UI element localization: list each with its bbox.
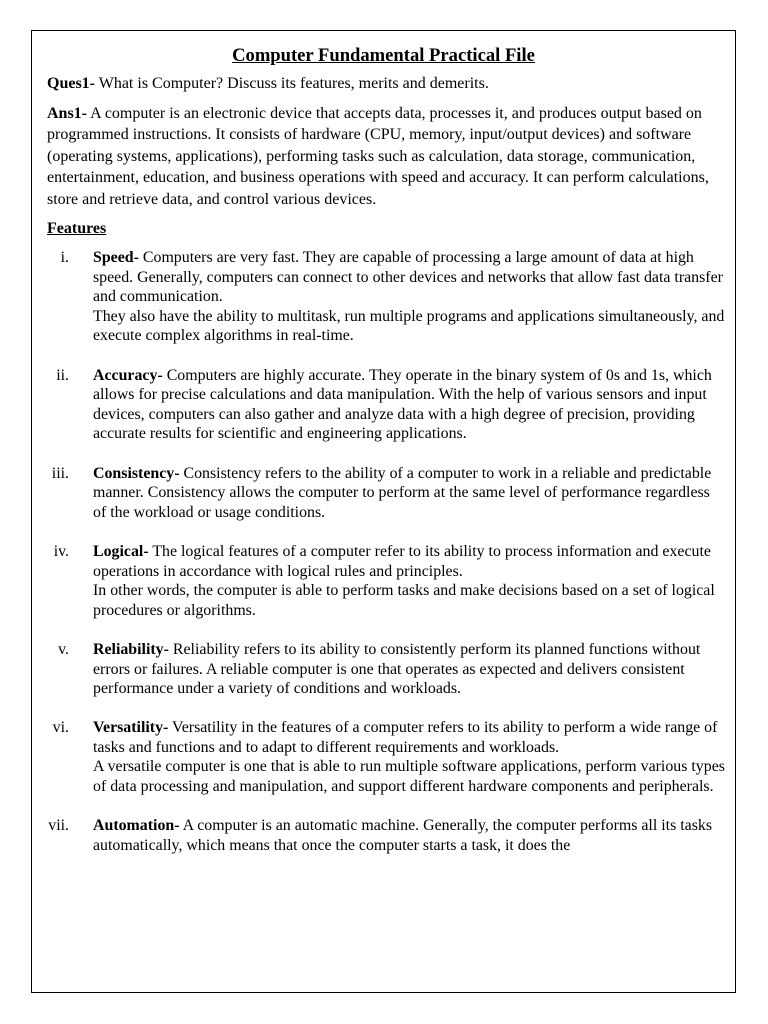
feature-extra-text: In other words, the computer is able to perform tasks and make decisions based on a set of logical procedures or algorithms. [93,582,715,619]
feature-item [47,816,727,855]
page-border [31,30,736,993]
feature-item [47,718,727,796]
feature-item [47,366,727,444]
feature-list [47,248,727,855]
feature-text: Consistency refers to the ability of a computer to work in a reliable and predictable manner. Consistency allows the computer to perform at the same level of performance regardless of the workload or usage conditions. [93,464,712,521]
feature-label: Logical- [93,542,149,560]
feature-number: i. [60,249,69,267]
feature-number: ii. [56,366,69,384]
feature-number: iii. [51,464,69,482]
feature-number: iv. [53,542,69,560]
feature-item [47,640,727,699]
feature-text: Computers are very fast. They are capable of processing a large amount of data at high speed. Generally, computers can connect to other devices and networks that allow fast data transfer and communication. [93,249,723,306]
feature-label: Versatility- [93,719,169,737]
feature-label: Speed- [93,249,139,267]
feature-text: Reliability refers to its ability to consistently perform its planned functions without errors or failures. A reliable computer is one that operates as expected and delivers consistent performance under a variety of conditions and workloads. [93,640,701,698]
feature-number: vii. [48,817,69,835]
answer-label: Ans1- [47,105,88,122]
question-label: Ques1- [47,75,95,92]
feature-extra-text: They also have the ability to multitask, run multiple programs and applications simultaneously, and execute complex algorithms in real-time. [93,307,725,345]
feature-item [47,248,727,346]
feature-label: Consistency- [93,464,180,482]
feature-text: A computer is an automatic machine. Generally, the computer performs all its tasks automatically, which means that once the computer starts a task, it does the [93,817,713,854]
feature-text: Versatility in the features of a computer refers to its ability to perform a wide range of tasks and functions and to adapt to different requirements and workloads. [93,719,718,756]
feature-label: Accuracy- [93,366,163,384]
document-title: Computer Fundamental Practical File [232,45,535,66]
feature-item [47,464,727,523]
document-body [32,73,727,855]
answer [47,103,727,210]
feature-label: Automation- [93,817,180,835]
feature-number: v. [58,640,69,658]
feature-label: Reliability- [93,640,169,658]
answer-text: A computer is an electronic device that accepts data, processes it, and produces output based on programmed instructions. It consists of hardware (CPU, memory, input/output devices) and software (operating systems, applications), performing tasks such as calculation, data storage, communication, entertainment, education, and business operations with speed and accuracy. It can perform calculations, store and retrieve data, and control various devices. [47,105,709,208]
feature-text: The logical features of a computer refer to its ability to process information and execute operations in accordance with logical rules and principles. [93,542,711,580]
feature-number: vi. [52,719,69,737]
question-text: What is Computer? Discuss its features, merits and demerits. [98,75,489,92]
feature-item [47,542,727,620]
feature-text: Computers are highly accurate. They operate in the binary system of 0s and 1s, which allows for precise calculations and data manipulation. With the help of various sensors and input devices, computers can also gather and analyze data with a high degree of precision, providing accurate results for scientific and engineering applications. [93,366,712,443]
features-heading: Features [47,220,107,238]
question [47,73,727,94]
feature-extra-text: A versatile computer is one that is able to run multiple software applications, perform various types of data processing and manipulation, and support different hardware components and peripherals. [93,758,725,796]
